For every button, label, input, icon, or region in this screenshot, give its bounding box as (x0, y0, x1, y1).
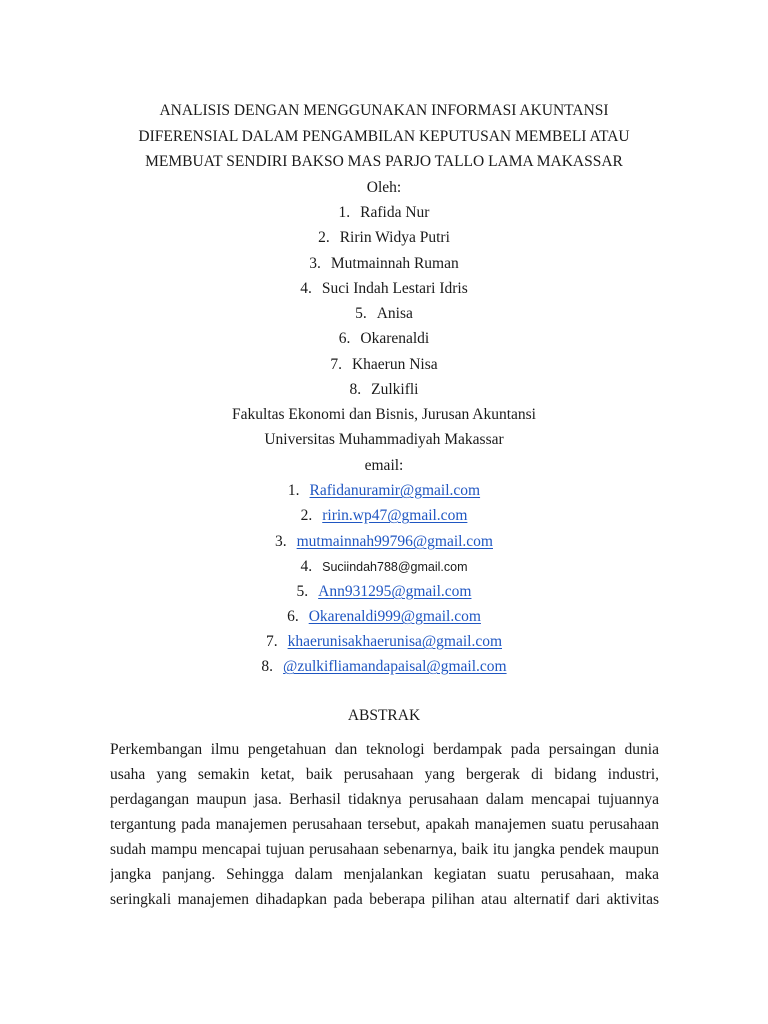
email-item (0, 632, 768, 652)
author-number: 2. (318, 229, 330, 246)
abstract-line: sudah mampu mencapai tujuan perusahaan sebenarnya, baik itu jangka pendek maupun (110, 841, 659, 858)
faculty-line: Fakultas Ekonomi dan Bisnis, Jurusan Akuntansi (232, 406, 536, 423)
author-number: 8. (349, 381, 362, 398)
author-item (0, 279, 768, 299)
author-name: Mutmainnah Ruman (330, 255, 459, 272)
email-item (0, 532, 768, 552)
abstract-line: usaha yang semakin ketat, baik perusahaan yang bergerak di bidang industri, (110, 766, 659, 783)
author-number: 4. (300, 280, 312, 297)
abstract-paragraph (110, 737, 659, 912)
email-item (0, 582, 768, 602)
university-line: Universitas Muhammadiyah Makassar (264, 431, 504, 448)
author-number: 7. (330, 356, 342, 373)
author-item (0, 228, 768, 248)
abstract-line: jangka panjang. Sehingga dalam menjalankan kegiatan suatu perusahaan, maka (110, 866, 659, 883)
email-number: 8. (261, 658, 274, 675)
author-name: Khaerun Nisa (351, 356, 438, 373)
email-link[interactable]: mutmainnah99796@gmail.com (296, 533, 493, 550)
by-label: Oleh: (366, 179, 402, 196)
author-number: 1. (338, 204, 351, 221)
email-number: 1. (287, 482, 300, 499)
email-link[interactable]: Ann931295@gmail.com (318, 583, 472, 600)
email-number: 6. (287, 608, 299, 625)
paper-title (80, 98, 688, 175)
abstract-line: seringkali manajemen dihadapkan pada beberapa pilihan atau alternatif dari aktivitas (110, 891, 659, 908)
author-item (0, 254, 768, 274)
email-link[interactable]: khaerunisakhaerunisa@gmail.com (287, 633, 503, 650)
author-item (0, 329, 768, 349)
email-link[interactable]: Rafidanuramir@gmail.com (309, 482, 481, 499)
email-number: 4. (300, 558, 313, 575)
author-item (0, 203, 768, 223)
author-number: 6. (338, 330, 351, 347)
abstract-line: perdagangan maupun jasa. Berhasil tidaknya perusahaan dalam mencapai tujuannya (110, 791, 659, 808)
email-item (0, 607, 768, 627)
email-link[interactable]: Okarenaldi999@gmail.com (308, 608, 481, 625)
author-number: 5. (355, 305, 367, 322)
email-text: Suciindah788@gmail.com (322, 560, 468, 574)
title-line: DIFERENSIAL DALAM PENGAMBILAN KEPUTUSAN MEMBELI ATAU (138, 127, 630, 145)
email-item (0, 657, 768, 677)
author-item (0, 304, 768, 324)
abstract-line: tergantung pada manajemen perusahaan tersebut, apakah manajemen suatu perusahaan (110, 816, 659, 833)
author-number: 3. (309, 255, 321, 272)
email-number: 7. (265, 633, 278, 650)
author-name: Rafida Nur (360, 204, 430, 221)
title-line: MEMBUAT SENDIRI BAKSO MAS PARJO TALLO LAMA MAKASSAR (145, 153, 623, 170)
email-label: email: (364, 457, 404, 474)
author-item (0, 355, 768, 375)
email-link[interactable]: @zulkifliamandapaisal@gmail.com (283, 658, 507, 675)
abstract-line: Perkembangan ilmu pengetahuan dan teknologi berdampak pada persaingan dunia (110, 741, 659, 758)
email-item (0, 557, 768, 577)
email-number: 3. (275, 533, 287, 550)
email-number: 5. (296, 583, 309, 600)
email-item (0, 506, 768, 526)
abstract-heading: ABSTRAK (347, 707, 421, 724)
author-name: Anisa (376, 305, 413, 322)
author-name: Zulkifli (371, 381, 419, 398)
author-name: Okarenaldi (360, 330, 430, 347)
author-item (0, 380, 768, 400)
title-line: ANALISIS DENGAN MENGGUNAKAN INFORMASI AKUNTANSI (159, 102, 609, 119)
author-name: Ririn Widya Putri (339, 229, 450, 246)
email-item (0, 481, 768, 501)
author-name: Suci Indah Lestari Idris (321, 280, 468, 297)
email-link[interactable]: ririn.wp47@gmail.com (322, 507, 468, 524)
email-number: 2. (300, 507, 313, 524)
